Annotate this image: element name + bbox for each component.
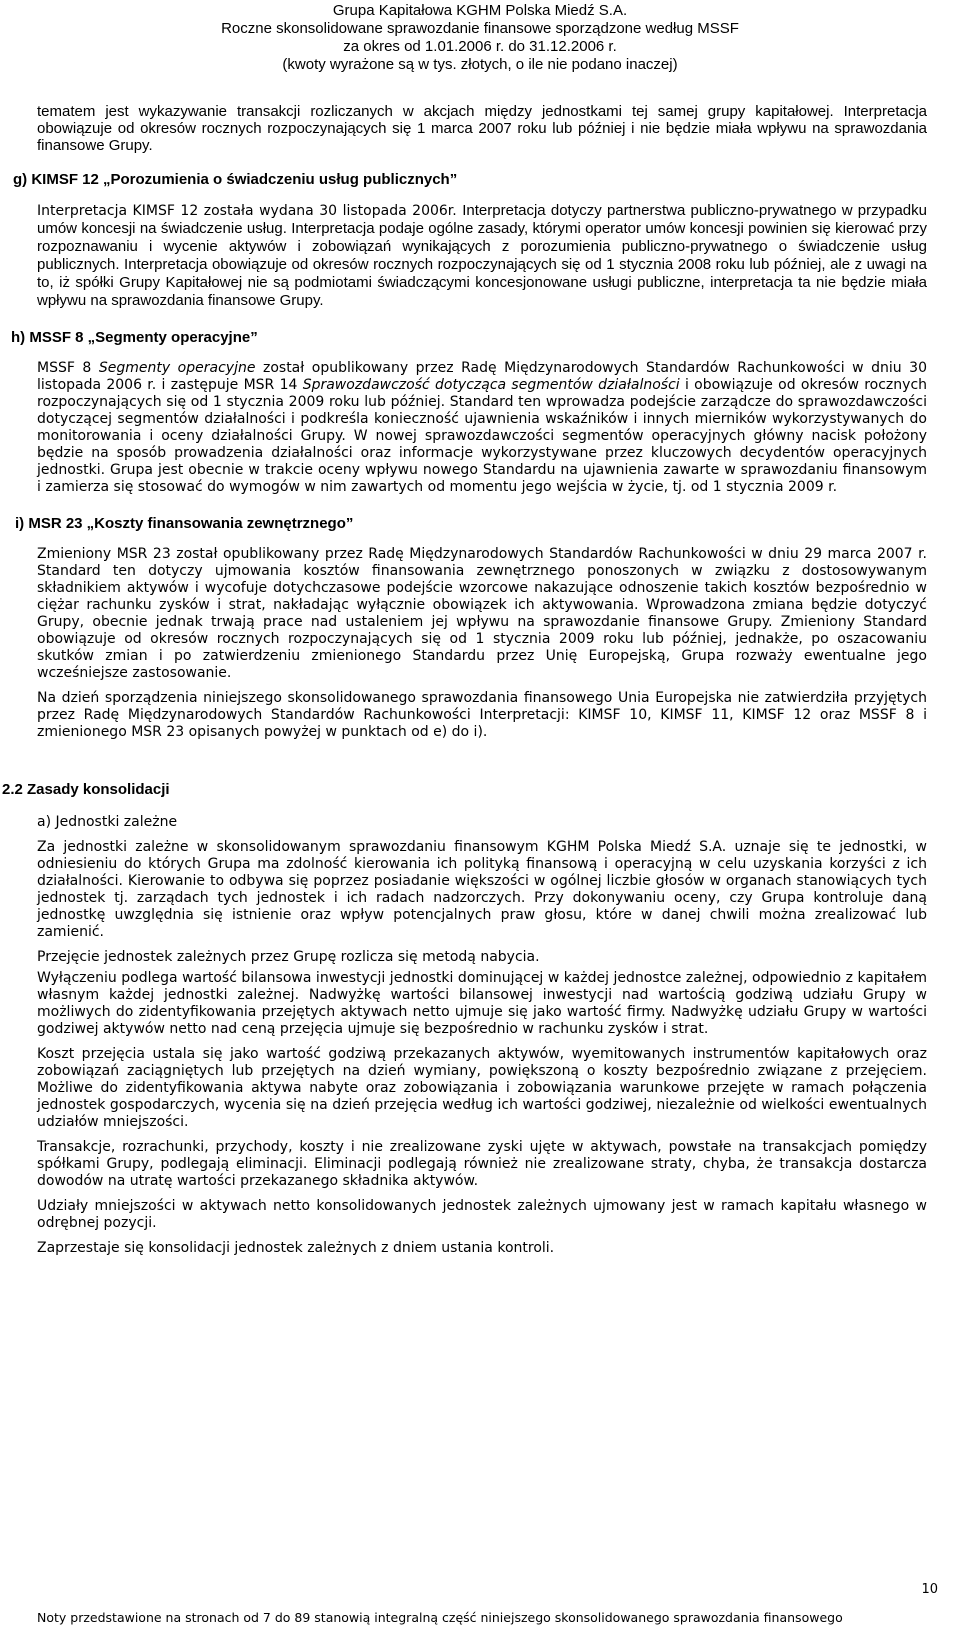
footer-note: Noty przedstawione na stronach od 7 do 89 stanowią integralną część niniejszego skonsolidowanego sprawozdania finansowego (37, 1610, 843, 1625)
heading-h: h) MSSF 8 „Segmenty operacyjne” (11, 329, 258, 346)
page-header (0, 2, 960, 74)
section-h-text-5: i obowiązuje od okresów rocznych rozpoczynających się od 1 stycznia 2009 roku lub później. Standard ten wprowadza podejście zarządcze do sprawozdawczości dotyczącej segmentów działalności i podkreśla konieczność ujawnienia wskaźników i innych mierników wykorzystywanych do monitorowania i oceny działalności Grupy. W nowej sprawozdawczości segmentów operacyjnych główny nacisk położony będzie na sposób prowadzenia działalności oraz informacje wykorzystywane przez kluczowych decydentów operacyjnych jednostki. Grupa jest obecnie w trakcie oceny wpływu nowego Standardu na ujawnienia zawarte w sprawozdaniu finansowym i zamierza się stosować do wymogów w nim zawartych od momentu jego wejścia w życie, tj. od 1 stycznia 2009 r. (37, 377, 928, 495)
intro-paragraph: tematem jest wykazywanie transakcji rozliczanych w akcjach między jednostkami tej samej grupy kapitałowej. Interpretacja obowiązuje od okresów rocznych rozpoczynających się 1 marca 2007 roku lub później i nie będzie miała wpływu na sprawozdania finansowe Grupy. (37, 103, 927, 154)
heading-g: g) KIMSF 12 „Porozumienia o świadczeniu usług publicznych” (13, 171, 458, 188)
document-body (2, 103, 928, 1257)
header-units: (kwoty wyrażone są w tys. złotych, o ile nie podano inaczej) (282, 56, 678, 73)
section-22-paragraph-6: Udziały mniejszości w aktywach netto konsolidowanych jednostek zależnych ujmowany jest w ramach kapitału własnego w odrębnej pozycji. (37, 1198, 927, 1231)
section-g-text-a: Interpretacja KIMSF 12 została wydana 30 listopada 2006r. (37, 203, 463, 219)
section-g-text-b: Interpretacja dotyczy partnerstwa publiczno-prywatnego w przypadku umów koncesji na świadczenie usług. Interpretacja podaje ogólne zasady, którymi operator umów koncesji powinien się kierować przy rozpoznawaniu i wycenie aktywów i zobowiązań wynikających z porozumienia publiczno-prywatnego o świadczenie usług publicznych. Interpretacja obowiązuje od okresów rocznych rozpoczynających się od 1 stycznia 2008 roku lub później, ale z uwagi na to, iż spółki Grupy Kapitałowej nie są podmiotami świadczącymi koncesjonowane usługi publiczne, interpretacja ta nie będzie miała wpływu na sprawozdania finansowe Grupy. (37, 202, 927, 309)
section-h-text-1: MSSF 8 (37, 360, 99, 376)
page-number: 10 (921, 1582, 938, 1597)
heading-2-2: 2.2 Zasady konsolidacji (2, 781, 170, 798)
section-22-paragraph-5: Transakcje, rozrachunki, przychody, koszty i nie zrealizowane zyski ujęte w aktywach, powstałe na transakcjach pomiędzy spółkami Grupy, podlegają eliminacji. Eliminacji podlegają również nie zrealizowane straty, chyba, że transakcja dostarcza dowodów na utratę wartości przekazanego składnika aktywów. (37, 1139, 927, 1189)
section-22-paragraph-1: Za jednostki zależne w skonsolidowanym sprawozdaniu finansowym KGHM Polska Miedź S.A. uznaje się te jednostki, w odniesieniu do których Grupa ma zdolność kierowania ich polityką finansową i operacyjną w celu uzyskania korzyści z ich działalności. Kierowanie to odbywa się poprzez posiadanie większości w ogólnej liczbie głosów w organach stanowiących tych jednostek tj. zarządach tych jednostek i ich radach nadzorczych. Przy dokonywaniu oceny, czy Grupa kontroluje daną jednostkę uwzględnia się istnienie oraz wpływ potencjalnych praw głosu, które w danej chwili można zrealizować lub zamienić. (37, 839, 927, 940)
subheading-subsidiaries: a) Jednostki zależne (37, 814, 178, 830)
section-22-paragraph-7: Zaprzestaje się konsolidacji jednostek zależnych z dniem ustania kontroli. (37, 1240, 555, 1256)
header-report-title: Roczne skonsolidowane sprawozdanie finansowe sporządzone według MSSF (221, 20, 739, 37)
section-g-paragraph (37, 202, 927, 310)
section-22-paragraph-3: Wyłączeniu podlega wartość bilansowa inwestycji jednostki dominującej w każdej jednostce zależnej, odpowiednio z kapitałem własnym każdej jednostki zależnej. Nadwyżkę wartości bilansowej inwestycji nad wartością godziwą udziału Grupy w możliwych do zidentyfikowania przejętych aktywach netto ujmuje się jako wartość firmy. Nadwyżkę udziału Grupy w wartości godziwej aktywów netto nad ceną przejęcia ujmuje się bezpośrednio w rachunku zysków i strat. (37, 970, 927, 1037)
section-h-text-3: został opublikowany przez Radę Międzynarodowych Standardów Rachunkowości w dniu 30 listopada 2006 r. i zastępuje MSR 14 (37, 360, 927, 393)
heading-i: i) MSR 23 „Koszty finansowania zewnętrznego” (15, 515, 354, 532)
section-22-paragraph-4: Koszt przejęcia ustala się jako wartość godziwą przekazanych aktywów, wyemitowanych instrumentów kapitałowych oraz zobowiązań zaciągniętych lub przejętych na dzień wymiany, powiększoną o koszty bezpośrednio związane z przejęciem. Możliwe do zidentyfikowania aktywa nabyte oraz zobowiązania i zobowiązania warunkowe przejęte w ramach połączenia jednostek gospodarczych, wycenia się na dzień przejęcia według ich wartości godziwej, niezależnie od wielkości ewentualnych udziałów mniejszości. (37, 1046, 927, 1130)
section-i-paragraph-1: Zmieniony MSR 23 został opublikowany przez Radę Międzynarodowych Standardów Rachunkowości w dniu 29 marca 2007 r. Standard ten dotyczy ujmowania kosztów finansowania zewnętrznego ponoszonych w związku z dostosowywanym składnikiem aktywów i wycofuje dotychczasowe podejście wzorcowe nakazujące odnoszenie takich kosztów bezpośrednio w ciężar rachunku zysków i strat, nakładając wyłącznie obowiązek ich aktywowania. Wprowadzona zmiana będzie dotyczyć Grupy, obecnie jednak trwają prace nad ustaleniem jej wpływu na sprawozdanie finansowe Grupy. Zmieniony Standard obowiązuje od okresów rocznych rozpoczynających się od 1 stycznia 2009 roku lub później, jednakże, po oszacowaniu skutków zmian i po zatwierdzeniu zmienionego Standardu przez Unię Europejską, Grupa rozważy ewentualne jego wcześniejsze zastosowanie. (37, 546, 927, 681)
section-h-paragraph (37, 360, 927, 496)
section-h-italic-1: Segmenty operacyjne (98, 360, 256, 376)
section-22-paragraph-2: Przejęcie jednostek zależnych przez Grupę rozlicza się metodą nabycia. (37, 949, 540, 965)
header-period: za okres od 1.01.2006 r. do 31.12.2006 r. (343, 38, 617, 55)
header-company: Grupa Kapitałowa KGHM Polska Miedź S.A. (332, 2, 628, 19)
section-i-paragraph-2: Na dzień sporządzenia niniejszego skonsolidowanego sprawozdania finansowego Unia Europejska nie zatwierdziła przyjętych przez Radę Międzynarodowych Standardów Rachunkowości Interpretacji: KIMSF 10, KIMSF 11, KIMSF 12 oraz MSSF 8 i zmienionego MSR 23 opisanych powyżej w punktach od e) do i). (37, 690, 927, 740)
section-h-italic-2: Sprawozdawczość dotycząca segmentów działalności (302, 377, 680, 393)
